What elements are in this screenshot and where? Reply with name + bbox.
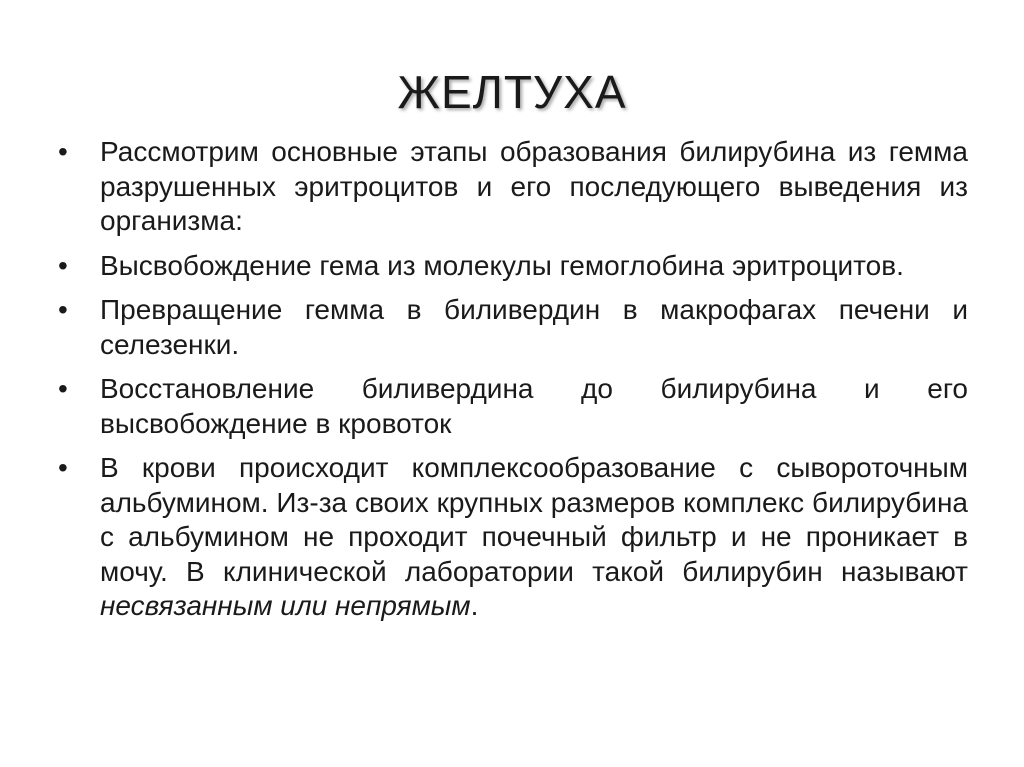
bullet-marker: • bbox=[58, 136, 68, 167]
slide-title: ЖЕЛТУХА bbox=[397, 66, 627, 118]
bullet-text: Рассмотрим основные этапы образования билирубина из гемма разрушенных эритроцитов и его последующего выведения из организма: bbox=[100, 136, 968, 236]
bullet-tail: . bbox=[470, 590, 479, 621]
bullet-item bbox=[58, 249, 968, 284]
bullet-text: Высвобождение гема из молекулы гемоглобина эритроцитов. bbox=[100, 249, 904, 281]
bullet-item bbox=[58, 135, 968, 239]
bullet-marker: • bbox=[58, 452, 68, 483]
bullet-marker: • bbox=[58, 249, 68, 281]
bullet-marker: • bbox=[58, 373, 68, 404]
bullet-item bbox=[58, 293, 968, 362]
bullet-marker: • bbox=[58, 294, 68, 325]
bullet-text: Восстановление биливердина до билирубина и его высвобождение в кровоток bbox=[100, 373, 968, 439]
bullet-list bbox=[58, 135, 968, 634]
bullet-item bbox=[58, 372, 968, 441]
bullet-emphasis: несвязанным или непрямым bbox=[100, 590, 471, 621]
bullet-text: В крови происходит комплексообразование с сывороточным альбумином. Из-за своих крупных размеров комплекс билирубина с альбумином не проходит почечный фильтр и не проникает в мочу. В клинической лаборатории такой билирубин называют bbox=[100, 452, 968, 587]
bullet-text: Превращение гемма в биливердин в макрофагах печени и селезенки. bbox=[100, 294, 968, 360]
bullet-item bbox=[58, 451, 968, 624]
